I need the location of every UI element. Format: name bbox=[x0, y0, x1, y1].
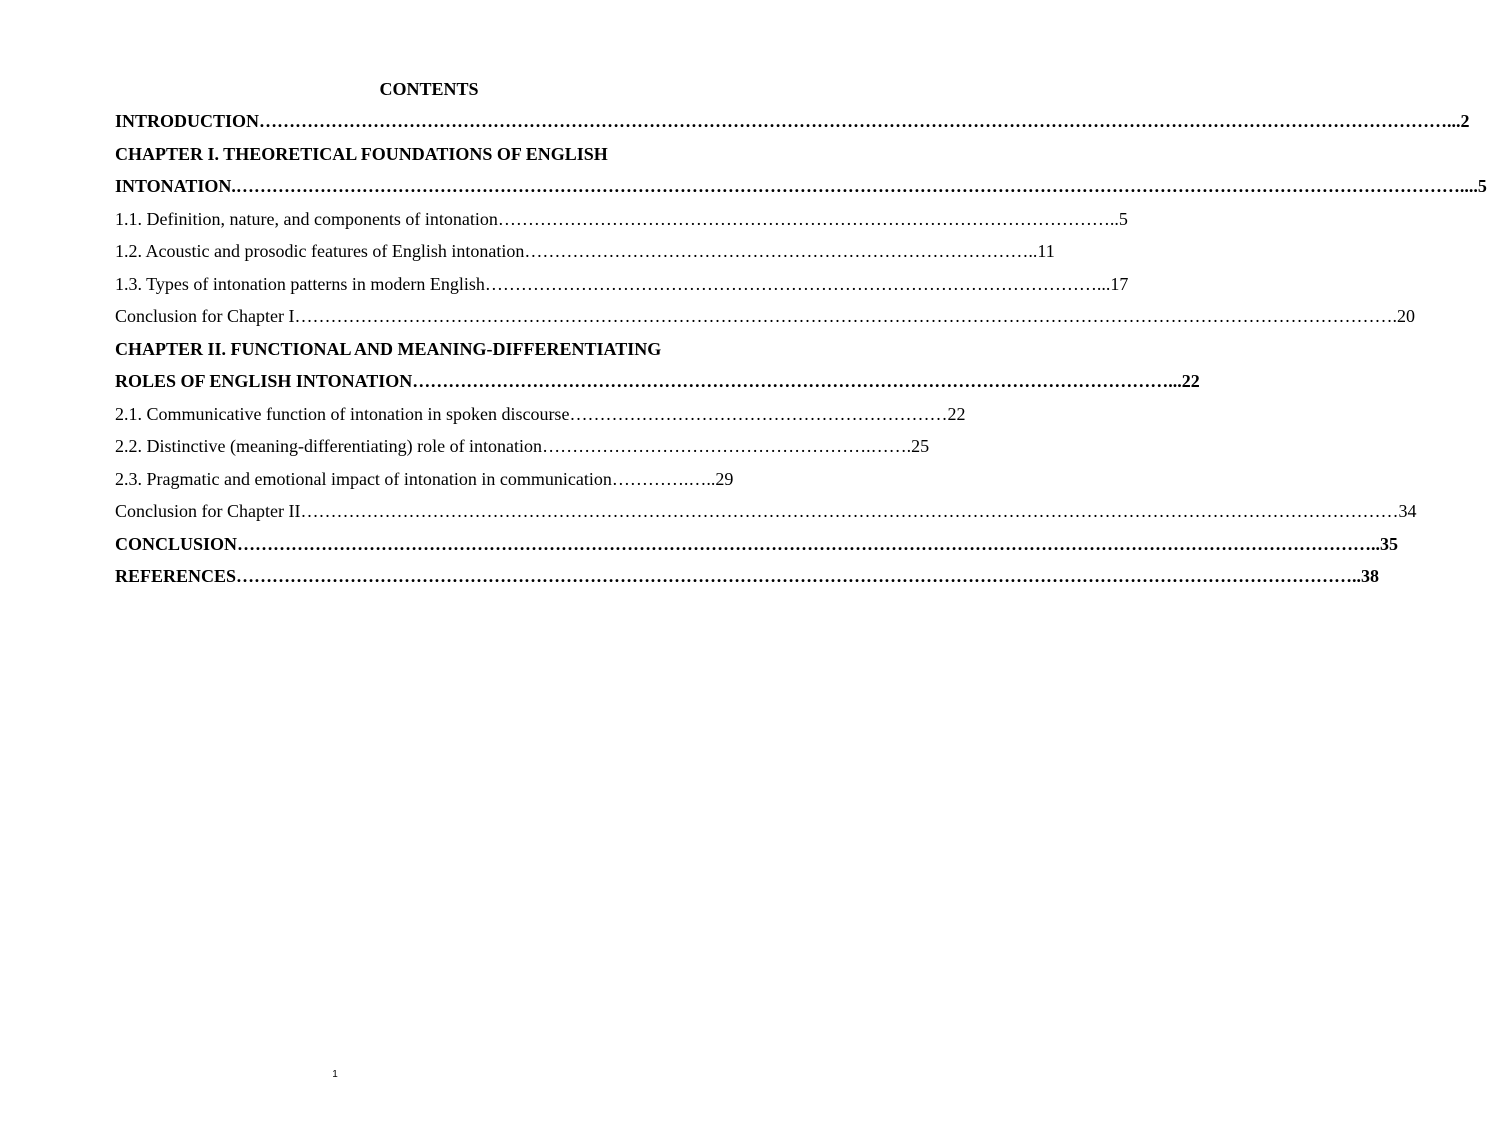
toc-entry-page: 22 bbox=[1181, 371, 1200, 391]
toc-entry-leader: ………………………………………………………………………….. bbox=[524, 241, 1038, 261]
toc-entry-page: 5 bbox=[1118, 209, 1128, 229]
toc-entry-leader: ……………………………………………………………………………………………………………………………………………………………………….. bbox=[237, 534, 1381, 554]
toc-entry-label: 1.3. Types of intonation patterns in modern English bbox=[115, 274, 485, 294]
toc-entry-section-2-2 bbox=[115, 435, 930, 457]
toc-entry-leader: ………………………………………………………………………………………………………………………………………………………………… bbox=[300, 501, 1399, 521]
toc-entry-chapter-2-title-cont bbox=[115, 370, 1200, 392]
toc-entry-leader: ……………………………………………………… bbox=[569, 404, 948, 424]
toc-entry-page: 22 bbox=[947, 404, 966, 424]
toc-entry-leader: …………………………………………………………………………………………... bbox=[484, 274, 1111, 294]
toc-entry-label: REFERENCES bbox=[115, 566, 237, 586]
toc-entry-leader: …………………………………………………………………………………………………………………………………………………………………. bbox=[294, 306, 1397, 326]
toc-entry-label: CHAPTER I. THEORETICAL FOUNDATIONS OF ENGLISH bbox=[115, 144, 608, 164]
toc-entry-leader: ………………………………………………………………………………………….. bbox=[497, 209, 1119, 229]
toc-entry-page: 29 bbox=[715, 469, 734, 489]
toc-entry-chapter-1-title-cont bbox=[115, 175, 1487, 197]
toc-entry-introduction bbox=[115, 110, 1470, 132]
toc-entry-section-2-1 bbox=[115, 403, 966, 425]
contents-heading: CONTENTS bbox=[379, 79, 479, 99]
toc-entry-leader: ……………………………………………….……. bbox=[542, 436, 912, 456]
toc-entry-page: 34 bbox=[1398, 501, 1417, 521]
toc-entry-conclusion-chapter-1 bbox=[115, 305, 1415, 327]
toc-entry-page: 35 bbox=[1380, 534, 1399, 554]
toc-entry-label: Conclusion for Chapter II bbox=[115, 501, 301, 521]
toc-entry-leader: .…………………………………………………………………………………………………………………………………………………………………………………….... bbox=[231, 176, 1478, 196]
toc-entry-label: 2.1. Communicative function of intonation in spoken discourse bbox=[115, 404, 570, 424]
toc-entry-leader: ………………………………………………………………………………………………………………………………………………………………………………... bbox=[259, 111, 1461, 131]
toc-entry-label: INTONATION bbox=[115, 176, 232, 196]
toc-entry-section-1-1 bbox=[115, 208, 1128, 230]
toc-entry-chapter-1-title bbox=[115, 143, 740, 165]
toc-entry-section-1-2 bbox=[115, 240, 1055, 262]
toc-entry-page: 2 bbox=[1460, 111, 1470, 131]
toc-entry-section-2-3 bbox=[115, 468, 740, 490]
toc-entry-leader: ………….….. bbox=[611, 469, 716, 489]
toc-entry-label: 1.1. Definition, nature, and components of intonation bbox=[115, 209, 498, 229]
toc-entry-conclusion-chapter-2 bbox=[115, 500, 1417, 522]
toc-entry-label: 2.3. Pragmatic and emotional impact of intonation in communication bbox=[115, 469, 612, 489]
toc-entry-page: 25 bbox=[911, 436, 930, 456]
toc-entry-section-1-3 bbox=[115, 273, 1129, 295]
toc-entry-label: CONCLUSION bbox=[115, 534, 238, 554]
toc-entry-page: 5 bbox=[1477, 176, 1487, 196]
page-number-footer: 1 bbox=[332, 1069, 338, 1080]
toc-entry-label: ROLES OF ENGLISH INTONATION bbox=[115, 371, 413, 391]
toc-entry-leader: …………………………………………………………………………………………………………………………………………………………………….. bbox=[236, 566, 1362, 586]
toc-entry-page: 17 bbox=[1110, 274, 1129, 294]
toc-entry-label: 1.2. Acoustic and prosodic features of English intonation bbox=[115, 241, 525, 261]
toc-entry-leader: ………………………………………………………………………………………………………………... bbox=[412, 371, 1182, 391]
toc-entry-label: INTRODUCTION bbox=[115, 111, 260, 131]
toc-entry-conclusion bbox=[115, 533, 1399, 555]
toc-entry-chapter-2-title bbox=[115, 338, 740, 360]
toc-entry-label: Conclusion for Chapter I bbox=[115, 306, 295, 326]
toc-entry-label: CHAPTER II. FUNCTIONAL AND MEANING-DIFFERENTIATING bbox=[115, 339, 662, 359]
toc-entry-page: 38 bbox=[1361, 566, 1380, 586]
toc-entry-label: 2.2. Distinctive (meaning-differentiating) role of intonation bbox=[115, 436, 543, 456]
toc-entry-references bbox=[115, 565, 1380, 587]
toc-entry-page: 20 bbox=[1396, 306, 1415, 326]
toc-entry-page: 11 bbox=[1037, 241, 1055, 261]
